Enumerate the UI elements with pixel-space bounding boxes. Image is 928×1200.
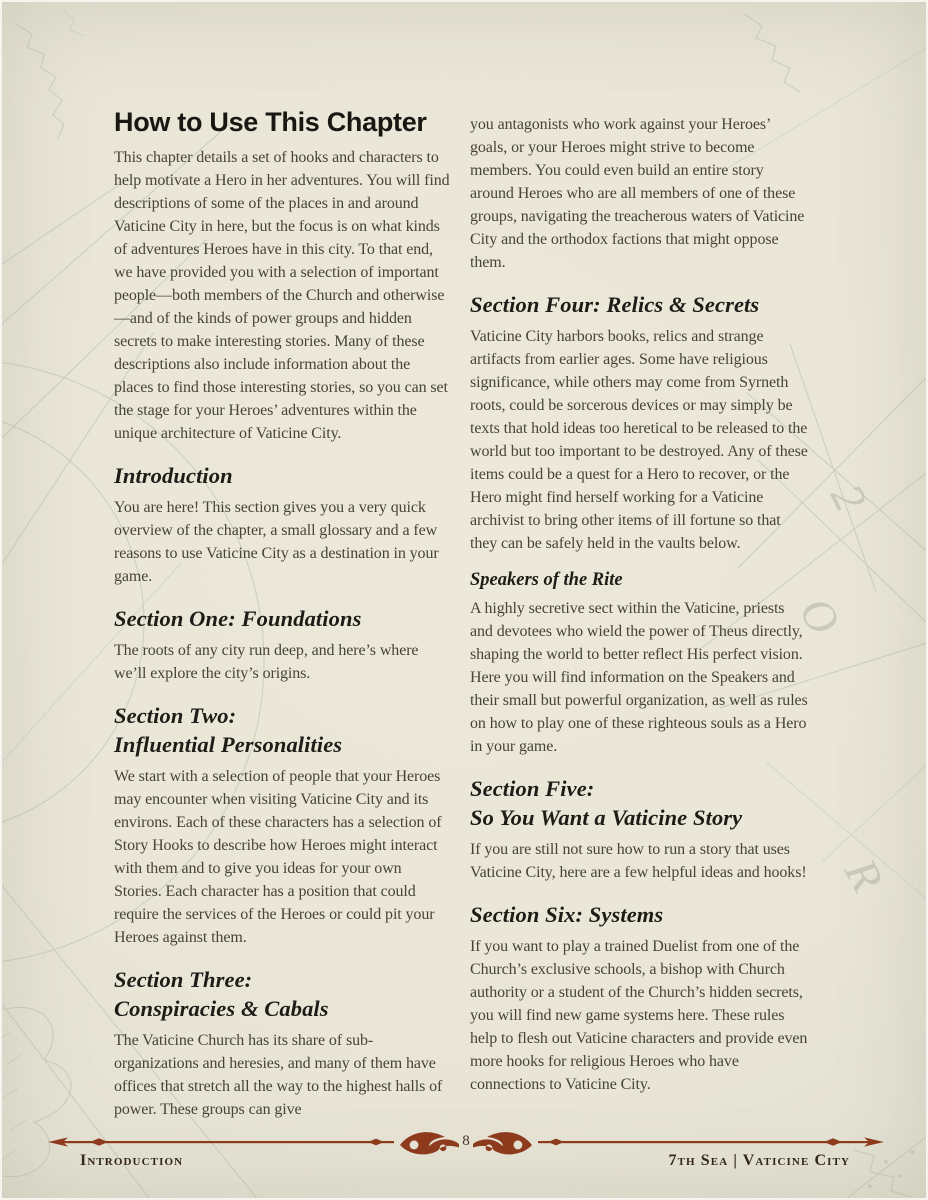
section-heading-four [470,290,810,319]
body-paragraph: The Vaticine Church has its share of sub-organizations and heresies, and many of them have offices that stretch all the way to the highest halls of power. These groups can give [114,1032,443,1118]
body-paragraph: Vaticine City harbors books, relics and strange artifacts from earlier ages. Some have religious significance, while others may come from Syrneth roots, could be sorcerous devices or may simply be texts that hold ideas too heretical to be released to the world but too important to be destroyed. Any of these items could be a quest for a Hero to recover, or the Hero might find herself working for a Vaticine archivist to bring other items of ill fortune so that they can be safely held in the vaults below. [470,328,808,552]
page-title: How to Use This Chapter [114,107,427,137]
map-letter: O [789,588,851,644]
heading-line: So You Want a Vaticine Story [470,805,743,830]
heading-line: Conspiracies & Cabals [114,996,329,1021]
map-letter: R [835,850,894,900]
section-heading-two [114,701,452,759]
body-paragraph: A highly secretive sect within the Vaticine, priests and devotees who wield the power of Theus directly, shaping the world to better reflect His perfect vision. Here you will find information on the Speakers and their small but powerful organization, as well as rules on how to play one of these righteous souls as a Hero in your game. [470,600,808,755]
footer-right-label: 7th Sea | Vaticine City [668,1152,850,1169]
footer-left-label: Introduction [80,1152,184,1169]
rule-diamond-icon [368,1139,384,1146]
subsection-heading-speakers: Speakers of the Rite [470,570,623,590]
rule-diamond-icon [90,1138,108,1146]
body-paragraph: If you want to play a trained Duelist from one of the Church’s exclusive schools, a bishop with Church authority or a student of the Church’s hidden secrets, you will find new game systems here. These rules help to flesh out Vaticine characters and provide even more hooks for religious Heroes who have connections to Vaticine City. [470,938,808,1093]
body-paragraph: This chapter details a set of hooks and characters to help motivate a Hero in her adventures. You will find descriptions of some of the places in and around Vaticine City in here, but the focus is on what kinds of adventures Heroes have in this city. To that end, we have provided you with a selection of important people—both members of the Church and otherwise—and of the kinds of power groups and hidden secrets to make interesting stories. Many of these descriptions also include information about the places to find those interesting stories, so you can set the stage for your Heroes’ adventures within the unique architecture of Vaticine City. [114,149,450,442]
right-column [470,106,810,1121]
heading-line: Section Three: [114,967,253,992]
page-content [114,106,810,1121]
heading-line: Section Four: Relics & Secrets [470,292,760,317]
map-letter: 2 [821,476,877,520]
heading-line: Section One: Foundations [114,606,362,631]
left-column [114,106,452,1121]
body-paragraph: If you are still not sure how to run a story that uses Vaticine City, here are a few helpful ideas and hooks! [470,841,807,881]
body-paragraph: you antagonists who work against your Heroes’ goals, or your Heroes might strive to become members. You could even build an entire story around Heroes who are all members of one of these groups, navigating the treacherous waters of Vaticine City and the orthodox factions that might oppose them. [470,116,805,271]
heading-line: Section Five: [470,776,595,801]
footer-labels [2,1152,928,1174]
heading-line: Section Two: [114,703,237,728]
section-heading-five [470,774,810,832]
heading-line: Section Six: Systems [470,902,664,927]
page-footer [2,1126,928,1186]
rule-diamond-icon [824,1138,842,1146]
section-heading-three [114,965,452,1023]
page-number: 8 [462,1133,470,1149]
heading-line: Influential Personalities [114,732,343,757]
body-paragraph: You are here! This section gives you a very quick overview of the chapter, a small glossary and a few reasons to use Vaticine City as a destination in your game. [114,499,439,585]
rule-diamond-icon [548,1139,564,1146]
heading-line: Introduction [114,463,233,488]
section-heading-one [114,604,452,633]
body-paragraph: We start with a selection of people that your Heroes may encounter when visiting Vaticine City and its environs. Each of these characters has a selection of Story Hooks to describe how Heroes might interact with them and to give you ideas for your own Stories. Each character has a position that could require the services of the Heroes or could pit your Heroes against them. [114,768,442,946]
section-heading-six [470,900,810,929]
section-heading-introduction [114,461,452,490]
body-paragraph: The roots of any city run deep, and here’s where we’ll explore the city’s origins. [114,642,419,682]
